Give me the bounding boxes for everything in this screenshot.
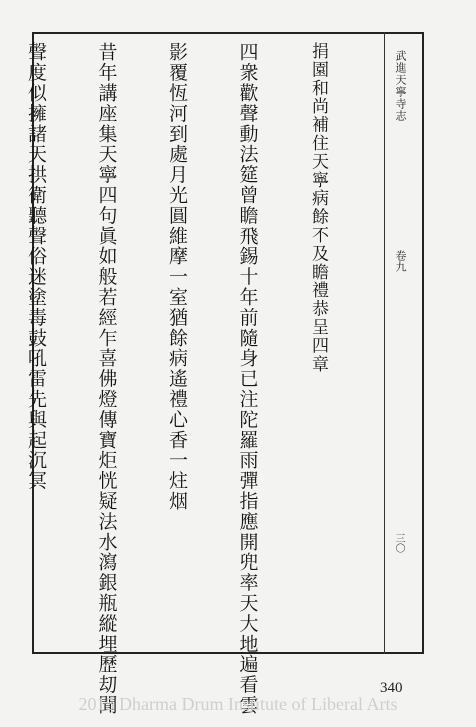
text-column: 聲度似擁諸天拱衛聽聲俗迷塗毒鼓吼雷先與起沉冥 bbox=[25, 42, 47, 491]
text-column: 捐園和尚補住天寧病餘不及瞻禮恭呈四章 bbox=[308, 42, 328, 374]
text-column: 昔年講座集天寧四句眞如般若經乍喜佛燈傳寶炬恍疑法水瀉銀瓶縱埋歷刧聞 bbox=[95, 42, 118, 716]
page-number: 340 bbox=[380, 680, 403, 696]
watermark-text: 2015 Dharma Drum Institute of Liberal Arts bbox=[78, 694, 398, 714]
text-column: 影覆恆河到處月光圓維摩一室猶餘病遙禮心香一炷烟 bbox=[166, 42, 188, 512]
leaf-number: 三〇 bbox=[393, 533, 404, 553]
text-column: 四衆歡聲動法筵曾瞻飛錫十年前隨身已注陀羅雨彈指應開兜率天大地遍看雲 bbox=[236, 42, 259, 716]
running-header-title: 武進天寧寺志 bbox=[394, 50, 407, 122]
header-divider bbox=[384, 32, 385, 654]
volume-label: 卷九 bbox=[394, 250, 407, 272]
